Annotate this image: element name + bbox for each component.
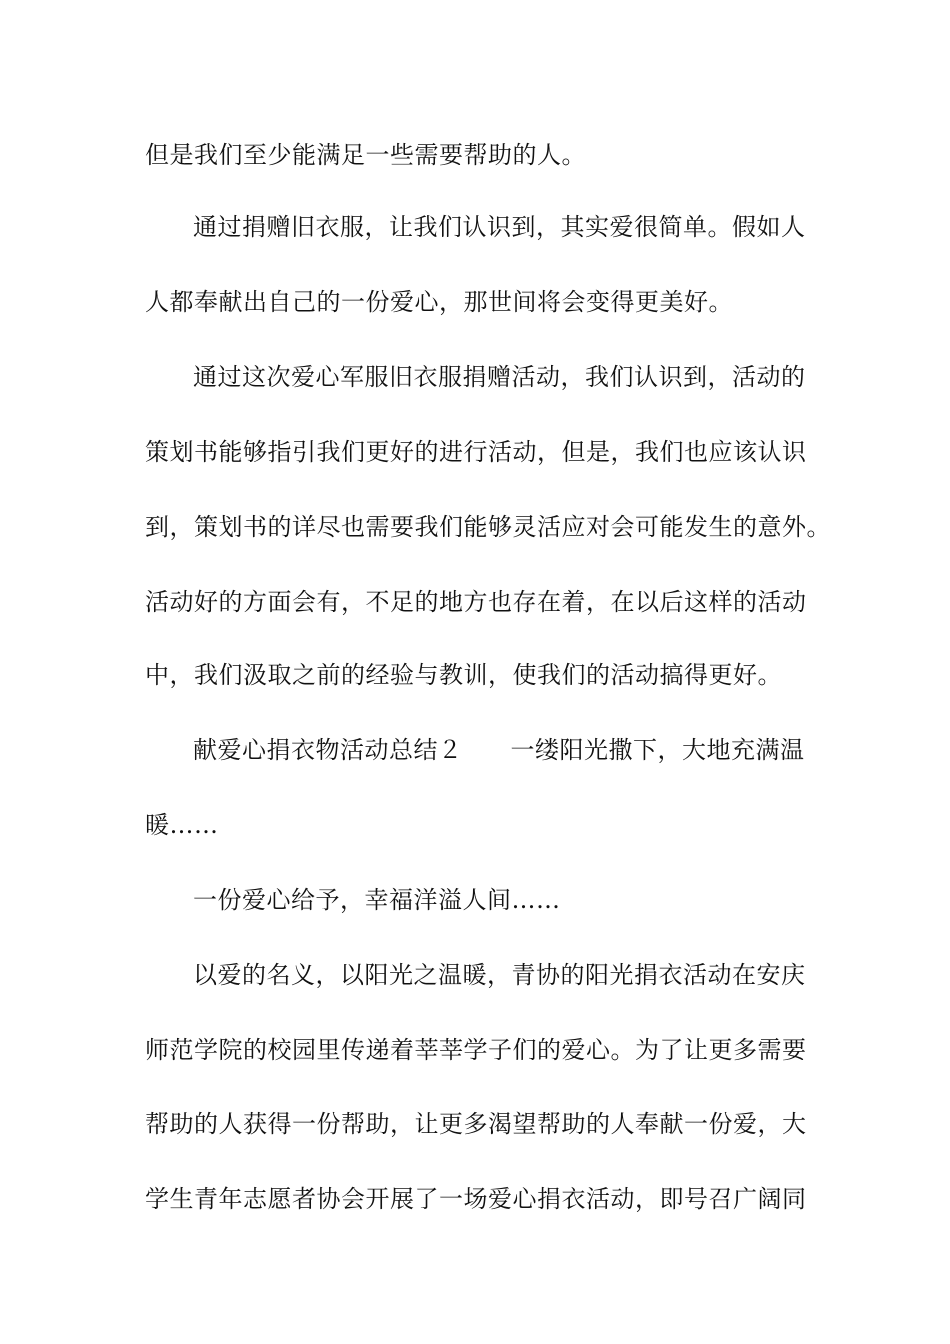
section-heading-title: 献爱心捐衣物活动总结２ (193, 736, 463, 764)
paragraph-line: 暖…… (145, 811, 219, 839)
paragraph-line: 通过捐赠旧衣服，让我们认识到，其实爱很简单。假如人 (193, 213, 806, 241)
paragraph-line: 以爱的名义，以阳光之温暖，青协的阳光捐衣活动在安庆 (193, 961, 806, 989)
section-heading-line (193, 735, 805, 765)
paragraph-line: 一份爱心给予，幸福洋溢人间…… (193, 886, 561, 914)
paragraph-line: 中，我们汲取之前的经验与教训，使我们的活动搞得更好。 (145, 661, 782, 689)
paragraph-line: 帮助的人获得一份帮助，让更多渴望帮助的人奉献一份爱，大 (145, 1110, 807, 1138)
paragraph-line: 人都奉献出自己的一份爱心，那世间将会变得更美好。 (145, 288, 733, 316)
paragraph-line: 通过这次爱心军服旧衣服捐赠活动，我们认识到，活动的 (193, 363, 806, 391)
paragraph-line: 师范学院的校园里传递着莘莘学子们的爱心。为了让更多需要 (145, 1036, 807, 1064)
paragraph-line: 到，策划书的详尽也需要我们能够灵活应对会可能发生的意外。 (145, 513, 831, 541)
paragraph-line: 活动好的方面会有，不足的地方也存在着，在以后这样的活动 (145, 588, 807, 616)
paragraph-line: 策划书能够指引我们更好的进行活动，但是，我们也应该认识 (145, 438, 807, 466)
paragraph-line: 但是我们至少能满足一些需要帮助的人。 (145, 141, 586, 169)
paragraph-line: 学生青年志愿者协会开展了一场爱心捐衣活动，即号召广阔同 (145, 1185, 807, 1213)
section-heading-continuation: 一缕阳光撒下，大地充满温 (510, 736, 805, 764)
